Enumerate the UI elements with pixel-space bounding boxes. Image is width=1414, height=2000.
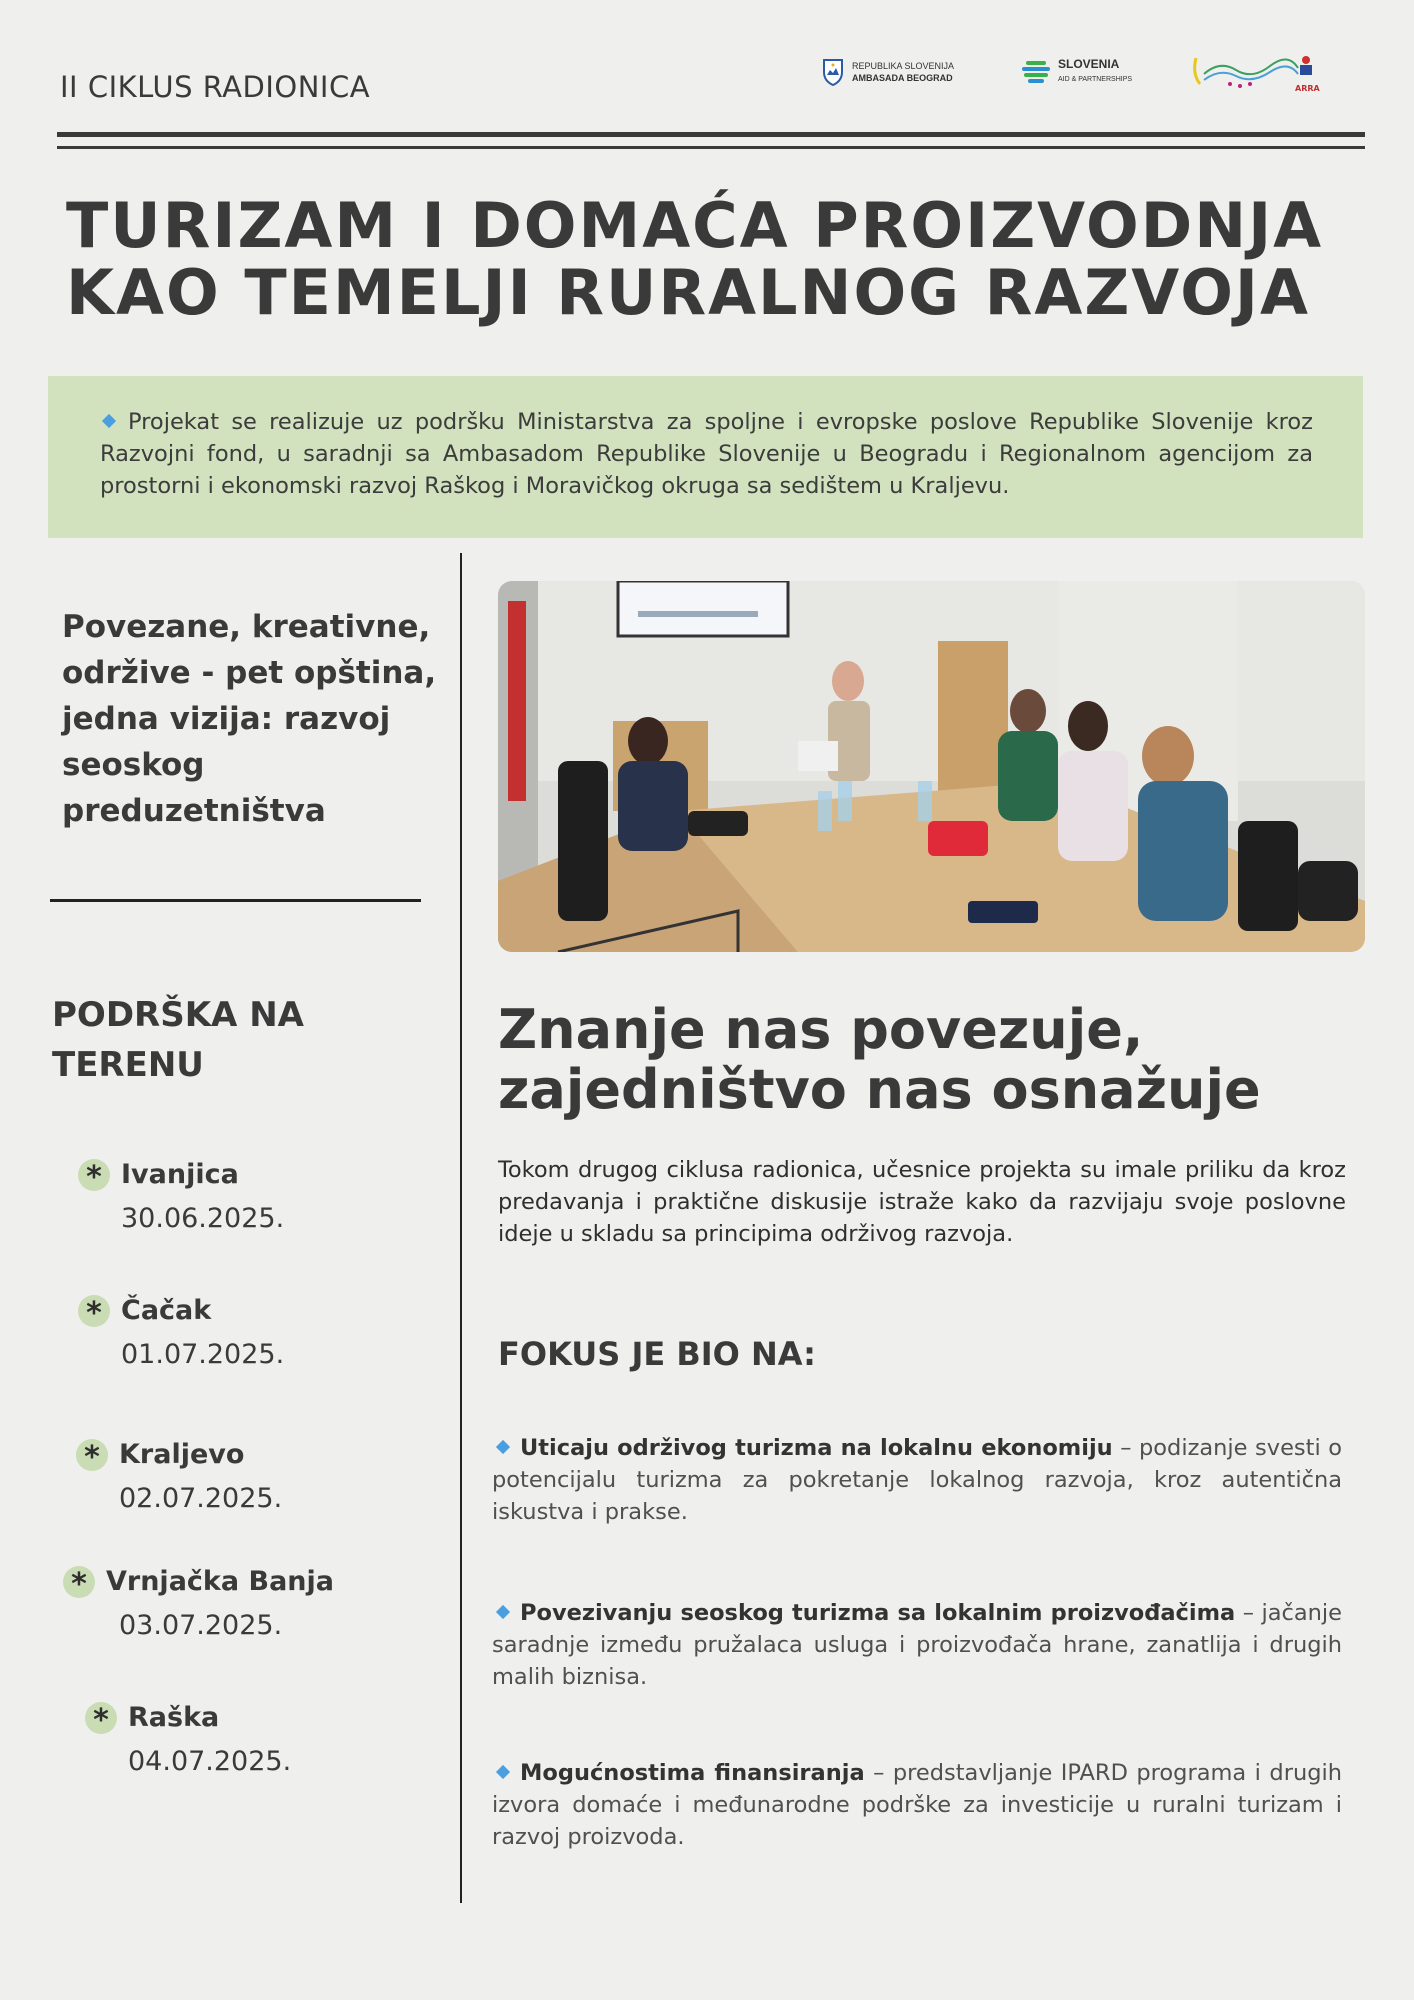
focus-item-title: Uticaju održivog turizma na lokalnu ekonomiju [520,1435,1113,1461]
tagline: Povezane, kreativne, održive - pet opština, jedna vizija: razvoj seoskog preduzetništva [62,609,437,829]
column-divider [460,553,462,1903]
page-title [66,189,1366,329]
diamond-bullet-icon [496,1605,510,1619]
header-rule-thin [57,146,1365,149]
workshop-photo-illustration [498,581,1365,952]
asterisk-icon: * [78,1159,110,1191]
location-date: 30.06.2025. [121,1203,285,1234]
support-line2: TERENU [52,1045,204,1085]
location-date: 03.07.2025. [119,1610,283,1641]
focus-item-text: – predstavljanje IPARD programa i drugih izvora domaće i međunarodne podrške za investicije u ruralni turizam i razvoj proizvoda. [492,1760,1342,1850]
focus-item-title: Povezivanju seoskog turizma sa lokalnim proizvođačima [520,1600,1236,1626]
slovenia-line1: SLOVENIA [1058,57,1120,71]
left-rule [50,899,421,902]
asterisk-icon: * [85,1702,117,1734]
intro-paragraph: Tokom drugog ciklusa radionica, učesnice projekta su imale priliku da kroz predavanja i praktične diskusije istraže kako da razvijaju svoje poslovne ideje u skladu sa principima održivog razvoja. [498,1157,1346,1247]
support-line1: PODRŠKA NA [52,995,304,1035]
location-town: Vrnjačka Banja [106,1566,334,1597]
focus-item [492,1597,1342,1693]
embassy-line1: REPUBLIKA SLOVENIJA [852,61,955,71]
slovenia-stripes-icon [1022,59,1050,85]
header-rule-thick [57,132,1365,137]
asterisk-icon: * [78,1295,110,1327]
regional-agency-logo [1190,54,1320,98]
project-info-box [48,376,1363,538]
section-heading [498,1000,1358,1120]
location-date: 02.07.2025. [119,1483,283,1514]
location-date: 04.07.2025. [128,1746,292,1777]
diamond-bullet-icon [496,1440,510,1454]
focus-item [492,1432,1342,1528]
cycle-label: II CIKLUS RADIONICA [60,70,371,104]
focus-item [492,1757,1342,1853]
location-town: Kraljevo [119,1439,245,1470]
slovenia-aid-logo [1022,58,1132,86]
title-line1: TURIZAM I DOMAĆA PROIZVODNJA [66,189,1324,262]
asterisk-icon: * [63,1566,95,1598]
regional-wave-icon [1190,54,1300,94]
arra-label: ARRA [1295,84,1320,93]
heading-line2: zajedništvo nas osnažuje [498,1058,1261,1121]
title-line2: KAO TEMELJI RURALNOG RAZVOJA [66,256,1310,329]
focus-item-title: Mogućnostima finansiranja [520,1760,865,1786]
location-town: Raška [128,1702,220,1733]
embassy-line2: AMBASADA BEOGRAD [852,73,953,83]
diamond-bullet-icon [496,1765,510,1779]
slovenia-line2: AID & PARTNERSHIPS [1058,76,1133,83]
embassy-logo [822,58,954,86]
location-town: Čačak [121,1295,212,1326]
focus-item-text: – jačanje saradnje između pružalaca usluga i proizvođača hrane, zanatlija i drugih malih biznisa. [492,1600,1342,1690]
support-heading [52,990,382,1090]
location-town: Ivanjica [121,1159,239,1190]
location-date: 01.07.2025. [121,1339,285,1370]
focus-item-text: – podizanje svesti o potencijalu turizma za pokretanje lokalnog razvoja, kroz autentična iskustva i prakse. [492,1435,1342,1525]
diamond-bullet-icon [102,414,116,428]
project-info-text [100,406,1313,502]
workshop-photo [498,581,1365,952]
project-info-content: Projekat se realizuje uz podršku Ministarstva za spoljne i evropske poslove Republike Slovenije kroz Razvojni fond, u saradnji sa Ambasadom Republike Slovenije u Beogradu i Regionalnom agencijom za prostorni i ekonomski razvoj Raškog i Moravičkog okruga sa sedištem u Kraljevu. [100,409,1313,499]
heading-line1: Znanje nas povezuje, [498,998,1144,1061]
arra-emblem-icon [1295,54,1317,84]
coat-of-arms-icon [822,58,844,86]
asterisk-icon: * [76,1439,108,1471]
focus-heading: FOKUS JE BIO NA: [498,1335,816,1373]
